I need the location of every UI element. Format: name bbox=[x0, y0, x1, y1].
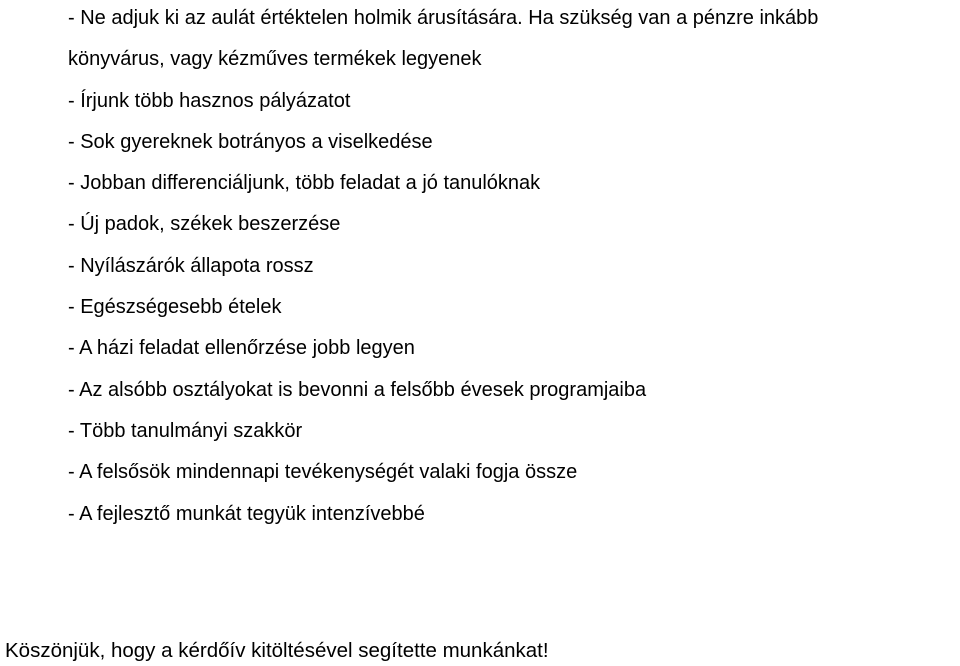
list-item: - Sok gyereknek botrányos a viselkedése bbox=[68, 130, 433, 153]
list-item: könyvárus, vagy kézműves termékek legyenek bbox=[68, 48, 482, 71]
list-item: - Az alsóbb osztályokat is bevonni a felsőbb évesek programjaiba bbox=[68, 378, 647, 401]
feedback-list bbox=[68, 0, 958, 535]
list-item: - Jobban differenciáljunk, több feladat a jó tanulóknak bbox=[68, 172, 541, 195]
list-item: - A felsősök mindennapi tevékenységét valaki fogja össze bbox=[68, 461, 578, 484]
list-item: - Egészségesebb ételek bbox=[68, 296, 282, 319]
closing-thanks: Köszönjük, hogy a kérdőív kitöltésével segítette munkánkat! bbox=[5, 639, 549, 662]
list-item: - Nyílászárók állapota rossz bbox=[68, 254, 314, 277]
list-item: - Több tanulmányi szakkör bbox=[68, 419, 303, 442]
list-item: - Írjunk több hasznos pályázatot bbox=[68, 89, 351, 112]
list-item: - A fejlesztő munkát tegyük intenzívebbé bbox=[68, 502, 425, 525]
list-item: - Új padok, székek beszerzése bbox=[68, 213, 341, 236]
list-item: - A házi feladat ellenőrzése jobb legyen bbox=[68, 337, 415, 360]
list-item: - Ne adjuk ki az aulát értéktelen holmik árusítására. Ha szükség van a pénzre inkább bbox=[68, 7, 819, 29]
